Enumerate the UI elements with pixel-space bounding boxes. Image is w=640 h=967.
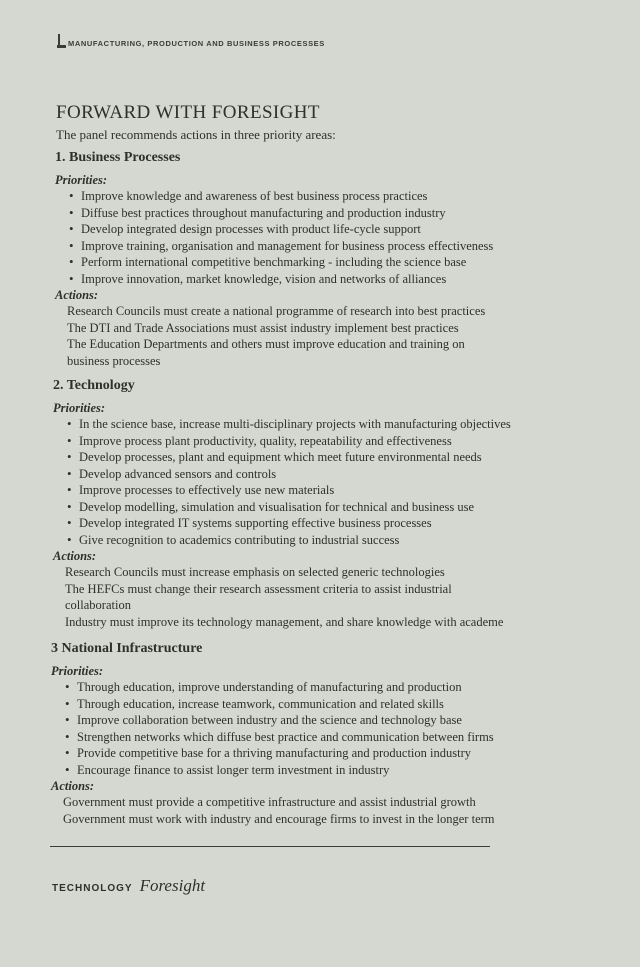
priority-item: • Develop modelling, simulation and visualisation for technical and business use bbox=[67, 499, 511, 516]
priority-item: • Develop integrated IT systems supporting effective business processes bbox=[67, 515, 511, 532]
actions-label: Actions: bbox=[51, 779, 95, 793]
priority-item: • Improve knowledge and awareness of best business process practices bbox=[69, 188, 493, 205]
section-business-processes bbox=[55, 150, 493, 369]
actions-list bbox=[51, 794, 495, 827]
section-technology bbox=[53, 378, 511, 630]
actions-list bbox=[53, 564, 511, 630]
priorities-label: Priorities: bbox=[51, 664, 104, 678]
running-header bbox=[57, 34, 325, 48]
footer bbox=[52, 876, 205, 896]
priorities-label: Priorities: bbox=[55, 173, 108, 187]
priority-item: • Through education, increase teamwork, communication and related skills bbox=[65, 696, 495, 713]
section-heading: 3 National Infrastructure bbox=[51, 641, 203, 656]
priority-item: • Develop integrated design processes with product life-cycle support bbox=[69, 221, 493, 238]
action-line: Government must provide a competitive infrastructure and assist industrial growth bbox=[63, 795, 476, 809]
priority-item: • Improve processes to effectively use new materials bbox=[67, 482, 511, 499]
priority-item: • Develop processes, plant and equipment which meet future environmental needs bbox=[67, 449, 511, 466]
priorities-list bbox=[55, 188, 493, 287]
priority-item: • Improve training, organisation and management for business process effectiveness bbox=[69, 238, 493, 255]
action-line: Government must work with industry and encourage firms to invest in the longer term bbox=[63, 811, 495, 826]
priority-item: • Diffuse best practices throughout manufacturing and production industry bbox=[69, 205, 493, 222]
intro-text: The panel recommends actions in three priority areas: bbox=[56, 127, 336, 142]
action-line: Research Councils must create a national programme of research into best practices bbox=[67, 304, 486, 318]
action-line: business processes bbox=[67, 353, 161, 368]
priority-item: • Through education, improve understanding of manufacturing and production bbox=[65, 679, 495, 696]
action-line: Industry must improve its technology management, and share knowledge with academe bbox=[65, 614, 504, 629]
priority-item: • Perform international competitive benchmarking - including the science base bbox=[69, 254, 493, 271]
action-line: The DTI and Trade Associations must assist industry implement best practices bbox=[67, 320, 459, 335]
actions-label: Actions: bbox=[55, 288, 99, 302]
header-text: MANUFACTURING, PRODUCTION AND BUSINESS PROCESSES bbox=[68, 39, 325, 48]
priority-item: • Encourage finance to assist longer term investment in industry bbox=[65, 762, 495, 779]
page-title: FORWARD WITH FORESIGHT bbox=[56, 102, 320, 123]
section-national-infrastructure bbox=[51, 641, 495, 827]
section-heading: 2. Technology bbox=[53, 378, 135, 393]
actions-list bbox=[55, 303, 493, 369]
priority-item: • Develop advanced sensors and controls bbox=[67, 466, 511, 483]
action-line: The Education Departments and others must improve education and training on bbox=[67, 337, 465, 351]
action-line: collaboration bbox=[65, 598, 131, 612]
priority-item: • In the science base, increase multi-disciplinary projects with manufacturing objectives bbox=[67, 416, 511, 433]
footer-foresight-logo: Foresight bbox=[139, 876, 206, 895]
section-heading: 1. Business Processes bbox=[55, 150, 181, 165]
priority-item: • Improve process plant productivity, quality, repeatability and effectiveness bbox=[67, 433, 511, 450]
action-line: The HEFCs must change their research assessment criteria to assist industrial bbox=[65, 581, 452, 596]
action-line: Research Councils must increase emphasis on selected generic technologies bbox=[65, 565, 445, 579]
priority-item: • Give recognition to academics contributing to industrial success bbox=[67, 532, 511, 549]
priority-item: • Strengthen networks which diffuse best practice and communication between firms bbox=[65, 729, 495, 746]
header-logo-icon bbox=[57, 34, 66, 48]
priorities-label: Priorities: bbox=[53, 401, 106, 415]
footer-technology-text: TECHNOLOGY bbox=[52, 883, 133, 894]
priority-item: • Provide competitive base for a thriving manufacturing and production industry bbox=[65, 745, 495, 762]
priorities-list bbox=[51, 679, 495, 778]
priority-item: • Improve collaboration between industry and the science and technology base bbox=[65, 712, 495, 729]
priorities-list bbox=[53, 416, 511, 548]
footer-divider bbox=[50, 846, 490, 847]
priority-item: • Improve innovation, market knowledge, vision and networks of alliances bbox=[69, 271, 493, 288]
actions-label: Actions: bbox=[53, 549, 97, 563]
